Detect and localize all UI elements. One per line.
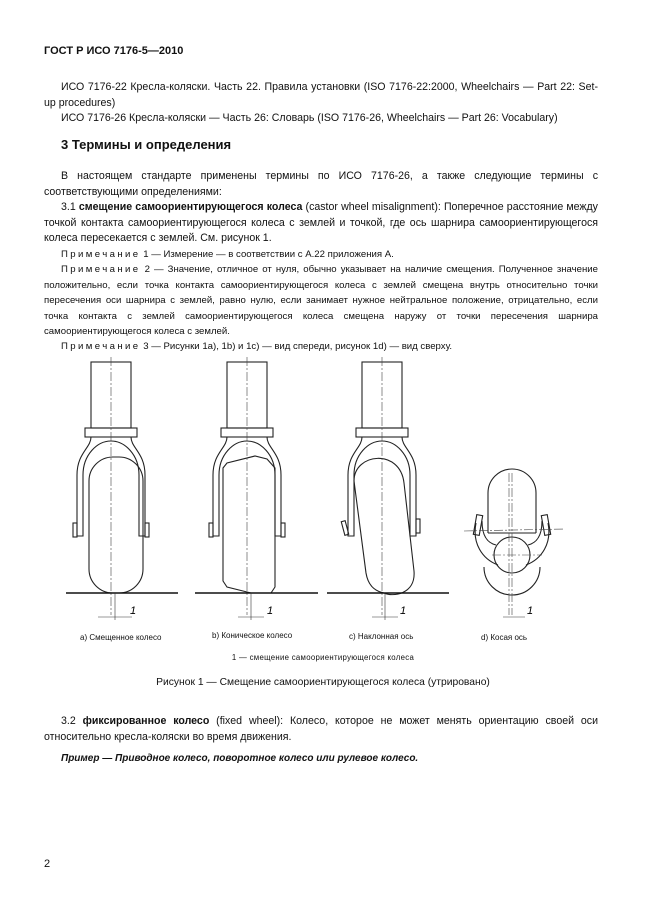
dimension-label: 1 [527,605,534,617]
term-name: смещение самоориентирующегося колеса [78,201,303,214]
page-header: ГОСТ Р ИСО 7176-5—2010 [44,45,184,57]
note-text: 2 — Значение, отличное от нуля, обычно указывает на наличие смещения. Полученное значение положительно, если точка контакта самоориентирующегося колеса с землей смещена внутрь относительно точки пересечения оси шарнира с землей, равно нулю, если занимает нужное нейтральное положение, отрицательно, если точка контакта с землей самоориентирующегося колеса смещена наружу от точки пересечения шарнира самоориентирующегося колеса с землей. [44,264,598,338]
subcaption-a: a) Смещенное колесо [80,633,162,642]
figure-c-inclined-axle [327,357,449,615]
example: Пример — Приводное колесо, поворотное колесо или рулевое колесо. [61,753,419,764]
term-number: 3.1 [61,201,76,214]
page-number: 2 [44,858,51,870]
reference-item: ИСО 7176-26 Кресла-коляски — Часть 26: Словарь (ISO 7176-26, Wheelchairs — Part 26: Vocabulary) [61,112,558,125]
note-label: Примечание [61,249,141,260]
dimension-marks [98,593,525,620]
note-text: 1 — Измерение — в соответствии с А.22 приложения А. [140,249,394,260]
reference-item: ИСО 7176-22 Кресла-коляски. Часть 22. Правила установки (ISO 7176-22:2000, Wheelchairs — Part 22: Set-up procedures) [44,81,598,109]
figure-b-conical-wheel [195,357,318,615]
term-number: 3.2 [61,715,76,727]
figure-key: 1 — смещение самоориентирующегося колеса [231,653,415,662]
dimension-label: 1 [267,605,274,617]
term-name: фиксированное колесо [82,715,210,727]
term-definition: (castor wheel misalignment): Поперечное расстояние между точкой контакта самоориентирующегося колеса с землей и точкой, где ось шарнира самоориентирующегося колеса пересекается с землей. См. рисунок 1. [44,201,598,245]
subcaption-b: b) Коническое колесо [212,631,293,640]
figure-d-skewed-axle [464,469,564,615]
intro-paragraph: В настоящем стандарте применены термины по ИСО 7176-26, а также следующие термины с соответствующими определениями: [44,170,598,198]
note-label: Примечание [61,264,141,276]
figure-a-offset-wheel [66,357,178,615]
figure-title: Рисунок 1 — Смещение самоориентирующегося колеса (утрировано) [156,677,490,688]
subcaption-d: d) Косая ось [481,633,528,642]
dimension-label: 1 [130,605,137,617]
term-3-2 [44,714,598,745]
term-definition: (fixed wheel): Колесо, которое не может менять ориентацию своей оси относительно кресла-коляски во время движения. [44,715,598,743]
note-label: Примечание [61,341,141,353]
dimension-label: 1 [400,605,407,617]
subcaption-c: c) Наклонная ось [349,632,414,641]
note-text: 3 — Рисунки 1a), 1b) и 1c) — вид спереди, рисунок 1d) — вид сверху. [140,341,453,353]
section-title: 3 Термины и определения [61,137,232,152]
